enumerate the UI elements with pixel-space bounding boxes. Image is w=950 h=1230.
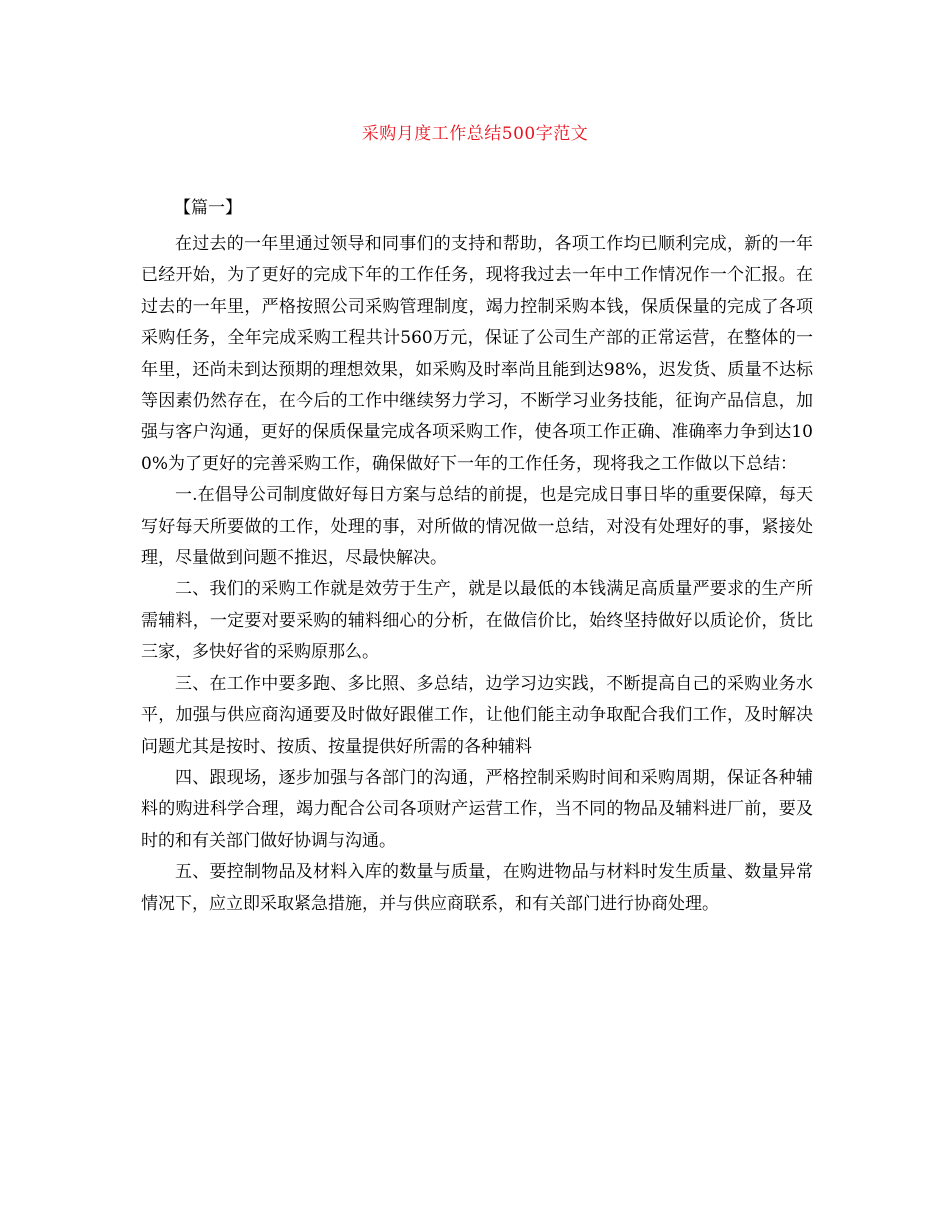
paragraph-item-2: 二、我们的采购工作就是效劳于生产，就是以最低的本钱满足高质量严要求的生产所需辅料，一定要对要采购的辅料细心的分析，在做信价比，始终坚持做好以质论价，货比三家，多快好省的采购原那么。 <box>141 579 813 663</box>
paragraph-item-4: 四、跟现场，逐步加强与各部门的沟通，严格控制采购时间和采购周期，保证各种辅料的购进科学合理，竭力配合公司各项财产运营工作，当不同的物品及辅料进厂前，要及时的和有关部门做好协调与沟通。 <box>141 767 813 851</box>
paragraph-intro: 在过去的一年里通过领导和同事们的支持和帮助，各项工作均已顺利完成，新的一年已经开始，为了更好的完成下年的工作任务，现将我过去一年中工作情况作一个汇报。在过去的一年里，严格按照公司采购管理制度，竭力控制采购本钱，保质保量的完成了各项采购任务，全年完成采购工程共计560万元，保证了公司生产部的正常运营，在整体的一年里，还尚未到达预期的理想效果，如采购及时率尚且能到达98%，迟发货、质量不达标等因素仍然存在，在今后的工作中继续努力学习，不断学习业务技能，征询产品信息，加强与客户沟通，更好的保质保量完成各项采购工作，使各项工作正确、准确率力争到达100%为了更好的完善采购工作，确保做好下一年的工作任务，现将我之工作做以下总结： <box>141 234 813 474</box>
document-title: 采购月度工作总结500字范文 <box>361 124 589 144</box>
paragraph-item-3: 三、在工作中要多跑、多比照、多总结，边学习边实践，不断提高自己的采购业务水平，加强与供应商沟通要及时做好跟催工作，让他们能主动争取配合我们工作，及时解决问题尤其是按时、按质、按量提供好所需的各种辅料 <box>141 673 813 757</box>
paragraph-item-1: 一.在倡导公司制度做好每日方案与总结的前提，也是完成日事日毕的重要保障，每天写好每天所要做的工作，处理的事，对所做的情况做一总结，对没有处理好的事，紧接处理，尽量做到问题不推迟，尽最快解决。 <box>141 485 813 569</box>
section-label: 【篇一】 <box>174 198 242 218</box>
document-body <box>141 229 813 920</box>
paragraph-item-5: 五、要控制物品及材料入库的数量与质量，在购进物品与材料时发生质量、数量异常情况下，应立即采取紧急措施，并与供应商联系，和有关部门进行协商处理。 <box>141 862 813 914</box>
